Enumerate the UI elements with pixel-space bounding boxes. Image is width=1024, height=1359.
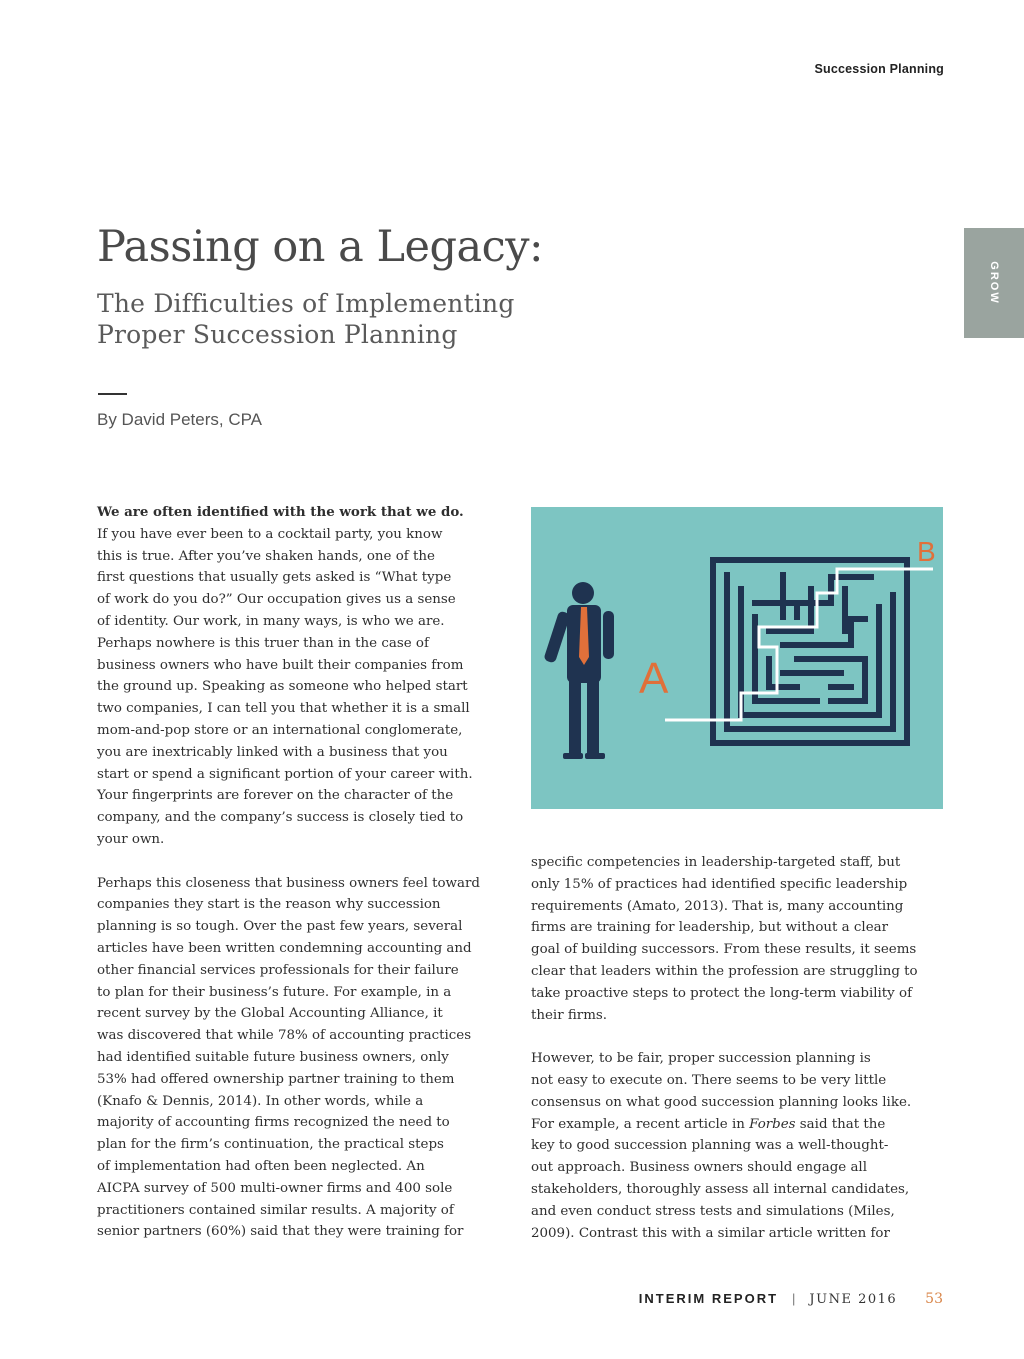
- subtitle-line: The Difficulties of Implementing: [97, 289, 515, 318]
- maze-label-a: A: [639, 654, 669, 703]
- body-text-line: their firms.: [531, 1007, 608, 1023]
- paragraph-break: [97, 851, 517, 873]
- body-text-line: specific competencies in leadership-targeted staff, but: [531, 855, 901, 870]
- body-text-line: of work do you do?” Our occupation gives us a sense: [97, 592, 456, 608]
- byline: By David Peters, CPA: [97, 410, 263, 429]
- body-text-line: this is true. After you’ve shaken hands, one of the: [97, 548, 435, 564]
- footer-date: JUNE 2016: [809, 1292, 898, 1307]
- body-text-line: only 15% of practices had identified specific leadership: [531, 876, 908, 892]
- body-text-line: senior partners (60%) said that they were training for: [97, 1224, 464, 1240]
- text-fragment: For example, a recent article in: [531, 1116, 750, 1132]
- page-footer: [639, 1291, 943, 1307]
- body-text-line: stakeholders, thoroughly assess all internal candidates,: [531, 1181, 910, 1197]
- section-side-tab: [964, 228, 1024, 338]
- article-subtitle: [97, 288, 617, 350]
- publication-name-forbes: Forbes: [749, 1116, 796, 1132]
- body-text-line: planning is so tough. Over the past few years, several: [97, 919, 463, 935]
- body-text-line: If you have ever been to a cocktail party, you know: [97, 526, 443, 542]
- body-column-right: [531, 852, 951, 1244]
- body-text-line: was discovered that while 78% of accounting practices: [97, 1028, 472, 1044]
- body-text-line: mom-and-pop store or an international conglomerate,: [97, 722, 463, 738]
- body-text-line: you are inextricably linked with a business that you: [97, 744, 448, 760]
- title-divider: [98, 393, 127, 395]
- body-text-line: of identity. Our work, in many ways, is who we are.: [97, 613, 445, 629]
- body-text-line: recent survey by the Global Accounting Alliance, it: [97, 1006, 443, 1022]
- body-text-line: start or spend a significant portion of your career with.: [97, 766, 473, 782]
- body-text-line: companies they start is the reason why succession: [97, 897, 441, 913]
- body-text-line: other financial services professionals for their failure: [97, 962, 459, 978]
- body-column-left: [97, 502, 517, 1243]
- body-text-line: articles have been written condemning accounting and: [97, 940, 472, 956]
- body-text-line: not easy to execute on. There seems to be very little: [531, 1072, 887, 1088]
- body-text-line: Your fingerprints are forever on the character of the: [97, 788, 454, 804]
- body-text-line: your own.: [97, 831, 165, 847]
- article-title: Passing on a Legacy:: [97, 222, 543, 272]
- body-text-line: to plan for their business’s future. For example, in a: [97, 984, 452, 1000]
- side-tab-label: GROW: [988, 261, 1000, 305]
- body-text-line: Perhaps nowhere is this truer than in the case of: [97, 635, 429, 651]
- text-fragment: said that the: [795, 1116, 886, 1132]
- page-number: 53: [925, 1291, 943, 1307]
- running-head-section: Succession Planning: [814, 62, 944, 76]
- body-text-line: However, to be fair, proper succession planning is: [531, 1051, 871, 1067]
- body-text-line: two companies, I can tell you that whether it is a small: [97, 701, 470, 717]
- body-text-line: consensus on what good succession planning looks like.: [531, 1094, 912, 1110]
- body-text-line: company, and the company’s success is closely tied to: [97, 810, 464, 826]
- man-facing-maze-illustration: [531, 507, 943, 809]
- body-text-line: 53% had offered ownership partner training to them: [97, 1071, 455, 1087]
- body-text-line: firms are training for leadership, but without a clear: [531, 920, 888, 936]
- maze-label-b: B: [917, 536, 936, 567]
- maze-illustration: [531, 507, 943, 809]
- body-text-line: clear that leaders within the profession are struggling to: [531, 963, 918, 979]
- body-text-line: business owners who have built their companies from: [97, 657, 464, 673]
- body-text-line: [531, 1114, 951, 1136]
- body-text-line: 2009). Contrast this with a similar article written for: [531, 1225, 890, 1241]
- body-text-line: Perhaps this closeness that business owners feel toward: [97, 875, 480, 891]
- lead-sentence: We are often identified with the work that we do.: [97, 504, 464, 520]
- body-text-line: practitioners contained similar results. A majority of: [97, 1202, 454, 1218]
- body-text-line: first questions that usually gets asked is “What type: [97, 570, 452, 586]
- footer-publication: INTERIM REPORT: [638, 1291, 779, 1306]
- body-text-line: take proactive steps to protect the long-term viability of: [531, 985, 913, 1001]
- body-text-line: requirements (Amato, 2013). That is, many accounting: [531, 898, 904, 914]
- body-text-line: of implementation had often been neglected. An: [97, 1158, 425, 1174]
- body-text-line: had identified suitable future business owners, only: [97, 1049, 449, 1065]
- footer-separator: |: [792, 1291, 796, 1306]
- body-text-line: out approach. Business owners should engage all: [531, 1160, 868, 1176]
- body-text-line: the ground up. Speaking as someone who helped start: [97, 679, 468, 695]
- body-text-line: goal of building successors. From these results, it seems: [531, 942, 917, 958]
- body-text-line: AICPA survey of 500 multi-owner firms and 400 sole: [97, 1180, 453, 1196]
- body-text-line: plan for the firm’s continuation, the practical steps: [97, 1137, 444, 1153]
- body-text-line: key to good succession planning was a well-thought-: [531, 1138, 889, 1154]
- body-text-line: and even conduct stress tests and simulations (Miles,: [531, 1203, 895, 1219]
- body-text-line: majority of accounting firms recognized the need to: [97, 1115, 450, 1131]
- paragraph-break: [531, 1026, 951, 1048]
- subtitle-line: Proper Succession Planning: [97, 320, 458, 349]
- body-text-line: (Knafo & Dennis, 2014). In other words, while a: [97, 1093, 424, 1109]
